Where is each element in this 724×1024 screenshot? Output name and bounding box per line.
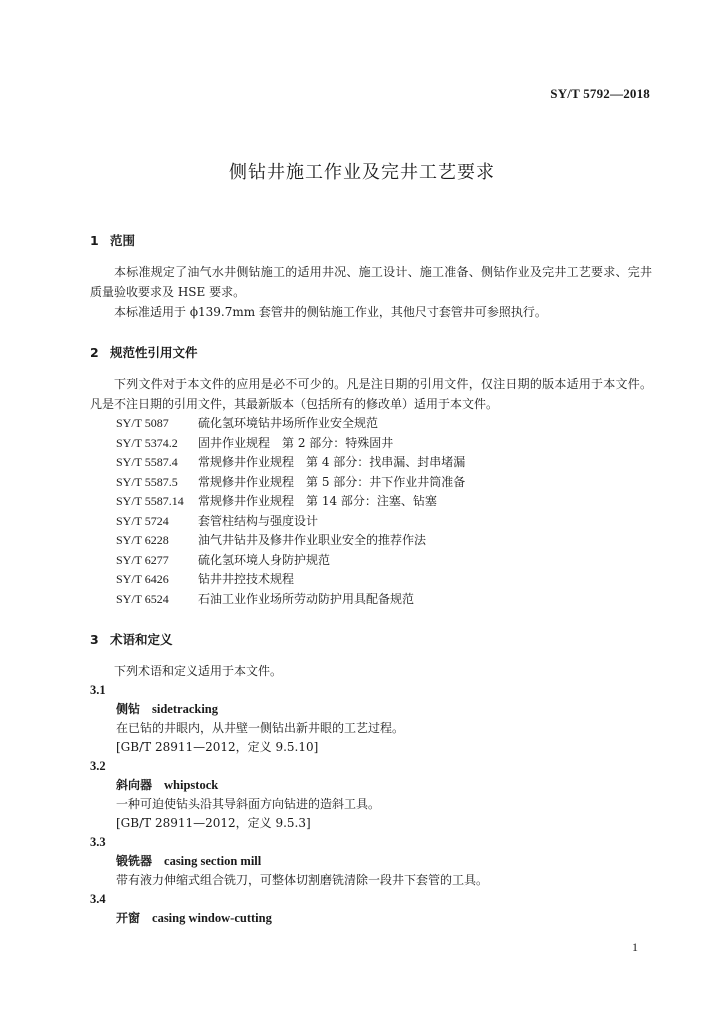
term-entry — [90, 833, 652, 890]
term-source: [GB/T 28911—2012，定义 9.5.3] — [116, 816, 311, 830]
reference-item — [90, 531, 652, 551]
term-entry — [90, 890, 652, 928]
section-number: 2 — [90, 345, 99, 360]
reference-name: 硫化氢环境钻井场所作业安全规范 — [198, 416, 379, 430]
term-source: [GB/T 28911—2012，定义 9.5.10] — [116, 740, 319, 754]
reference-name: 钻井井控技术规程 — [198, 572, 295, 586]
term-english: casing section mill — [164, 854, 262, 868]
terms-intro: 下列术语和定义适用于本文件。 — [114, 664, 283, 678]
term-definition: 在已钻的井眼内，从井壁一侧钻出新井眼的工艺过程。 — [116, 721, 405, 735]
reference-list — [90, 414, 652, 609]
term-number: 3.3 — [90, 835, 106, 849]
reference-name: 石油工业作业场所劳动防护用具配备规范 — [198, 591, 415, 606]
page-number: 1 — [632, 940, 638, 954]
section-heading-scope — [90, 232, 652, 250]
reference-name: 常规修井作业规程 第 4 部分：找串漏、封串堵漏 — [198, 455, 466, 469]
section-heading-terms — [90, 631, 652, 649]
term-name: 侧钻 — [116, 702, 141, 716]
term-number: 3.1 — [90, 683, 106, 697]
references-intro: 下列文件对于本文件的应用是必不可少的。凡是注日期的引用文件，仅注日期的版本适用于本文件。凡是不注日期的引用文件，其最新版本（包括所有的修改单）适用于本文件。 — [90, 377, 652, 411]
reference-name: 硫化氢环境人身防护规范 — [198, 552, 331, 567]
term-definition: 一种可迫使钻头沿其导斜面方向钻进的造斜工具。 — [116, 797, 381, 811]
scope-paragraph-2: 本标准适用于 ϕ139.7mm 套管井的侧钻施工作业，其他尺寸套管井可参照执行。 — [114, 305, 547, 319]
reference-code: SY/T 6228 — [116, 533, 169, 547]
document-title: 侧钻井施工作业及完井工艺要求 — [229, 162, 495, 183]
reference-code: SY/T 5374.2 — [116, 435, 178, 450]
term-name: 锻铣器 — [116, 854, 153, 868]
term-name: 斜向器 — [116, 778, 153, 792]
reference-item — [90, 492, 652, 512]
section-title: 范围 — [110, 233, 136, 248]
term-definition: 带有液力伸缩式组合铣刀，可整体切割磨铣清除一段井下套管的工具。 — [116, 873, 489, 887]
reference-item — [90, 453, 652, 473]
reference-name: 固井作业规程 第 2 部分：特殊固井 — [198, 435, 394, 450]
section-number: 1 — [90, 233, 99, 248]
section-title: 规范性引用文件 — [110, 345, 198, 360]
term-name: 开窗 — [116, 911, 141, 925]
reference-code: SY/T 6277 — [116, 552, 169, 567]
document-body — [90, 232, 652, 928]
reference-item — [90, 434, 652, 454]
reference-item — [90, 570, 652, 590]
reference-item — [90, 512, 652, 532]
reference-item — [90, 590, 652, 610]
reference-code: SY/T 5087 — [116, 416, 169, 430]
reference-code: SY/T 6524 — [116, 591, 169, 606]
reference-name: 油气井钻井及修井作业职业安全的推荐作法 — [198, 533, 427, 547]
reference-code: SY/T 5587.4 — [116, 455, 178, 469]
reference-code: SY/T 5587.5 — [116, 474, 178, 489]
reference-item — [90, 551, 652, 571]
term-number: 3.4 — [90, 892, 106, 906]
term-entry — [90, 681, 652, 757]
scope-paragraph-1: 本标准规定了油气水井侧钻施工的适用井况、施工设计、施工准备、侧钻作业及完井工艺要求、完井质量验收要求及 HSE 要求。 — [90, 265, 652, 299]
reference-code: SY/T 5724 — [116, 513, 169, 528]
reference-item — [90, 414, 652, 434]
reference-item — [90, 473, 652, 493]
reference-name: 常规修井作业规程 第 5 部分：井下作业井筒准备 — [198, 474, 466, 489]
term-english: whipstock — [164, 778, 219, 792]
term-number: 3.2 — [90, 759, 106, 773]
section-title: 术语和定义 — [110, 632, 173, 647]
reference-name: 常规修井作业规程 第 14 部分：注塞、钻塞 — [198, 494, 437, 508]
reference-code: SY/T 5587.14 — [116, 494, 184, 508]
term-english: casing window-cutting — [152, 911, 272, 925]
section-heading-normative-references — [90, 344, 652, 362]
reference-name: 套管柱结构与强度设计 — [198, 513, 319, 528]
standard-code: SY/T 5792—2018 — [550, 86, 650, 101]
reference-code: SY/T 6426 — [116, 572, 169, 586]
term-entry — [90, 757, 652, 833]
section-number: 3 — [90, 632, 99, 647]
term-english: sidetracking — [152, 702, 218, 716]
